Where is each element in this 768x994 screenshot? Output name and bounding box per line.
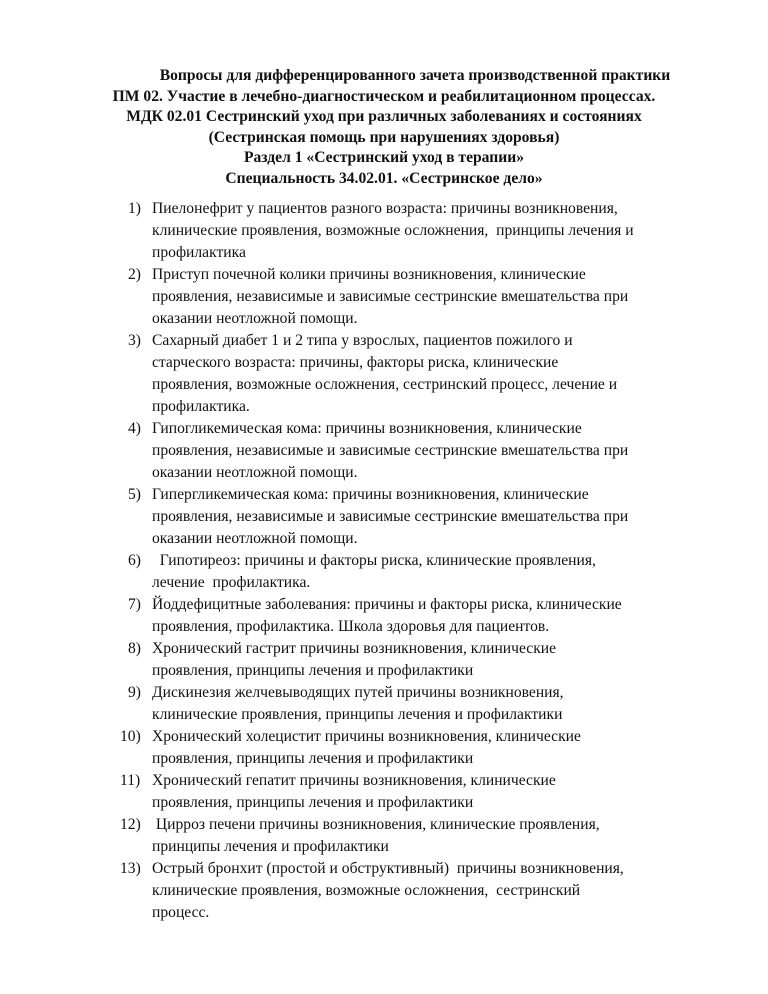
question-text-line: клинические проявления, возможные осложнения, сестринский xyxy=(152,882,581,899)
question-text-line: проявления, принципы лечения и профилактики xyxy=(152,750,474,767)
question-number: 11) xyxy=(120,772,141,789)
question-item xyxy=(120,770,728,814)
question-text-line: Дискинезия желчевыводящих путей причины возникновения, xyxy=(152,684,564,701)
question-text-line: Сахарный диабет 1 и 2 типа у взрослых, пациентов пожилого и xyxy=(152,332,573,349)
question-item xyxy=(128,594,728,638)
question-text-line: Пиелонефрит у пациентов разного возраста: причины возникновения, xyxy=(152,200,618,217)
heading-line: Специальность 34.02.01. «Сестринское дело» xyxy=(225,169,543,187)
question-text-line: Острый бронхит (простой и обструктивный) причины возникновения, xyxy=(152,860,624,877)
question-text-line: лечение профилактика. xyxy=(152,574,311,591)
question-number: 1) xyxy=(128,200,141,217)
question-item xyxy=(128,198,728,264)
question-text-line: проявления, принципы лечения и профилактики xyxy=(152,662,474,679)
question-text-line: Гипотиреоз: причины и факторы риска, клинические проявления, xyxy=(152,552,596,569)
question-text-line: старческого возраста: причины, факторы риска, клинические xyxy=(152,354,559,371)
heading-line: МДК 02.01 Сестринский уход при различных заболеваниях и состояниях xyxy=(126,108,642,125)
question-text-line: оказании неотложной помощи. xyxy=(152,464,358,481)
question-text-line: проявления, возможные осложнения, сестринский процесс, лечение и xyxy=(152,376,618,393)
question-text-line: проявления, принципы лечения и профилактики xyxy=(152,794,474,811)
question-text-line: клинические проявления, принципы лечения и профилактики xyxy=(152,706,563,723)
question-item xyxy=(120,814,728,858)
question-text-line: процесс. xyxy=(152,904,210,921)
question-text-line: Цирроз печени причины возникновения, клинические проявления, xyxy=(152,816,600,833)
question-number: 12) xyxy=(120,816,141,833)
question-number: 2) xyxy=(128,266,141,283)
question-item xyxy=(128,418,728,484)
question-item xyxy=(120,726,728,770)
question-list xyxy=(120,198,728,924)
question-text-line: Хронический холецистит причины возникновения, клинические xyxy=(152,728,581,745)
question-item xyxy=(128,484,728,550)
question-item xyxy=(120,858,728,924)
question-number: 4) xyxy=(128,420,141,437)
question-item xyxy=(128,682,728,726)
question-text-line: профилактика. xyxy=(152,398,250,415)
question-text-line: Хронический гастрит причины возникновения, клинические xyxy=(152,640,557,657)
question-text-line: Йоддефицитные заболевания: причины и факторы риска, клинические xyxy=(152,596,622,613)
heading-line: Вопросы для дифференцированного зачета производственной практики xyxy=(159,67,671,84)
question-item xyxy=(128,330,728,418)
question-item xyxy=(128,550,728,594)
heading-line: ПМ 02. Участие в лечебно-диагностическом и реабилитационном процессах. xyxy=(112,87,656,105)
question-number: 7) xyxy=(128,596,141,613)
question-text-line: оказании неотложной помощи. xyxy=(152,310,358,327)
heading-line: (Сестринская помощь при нарушениях здоровья) xyxy=(208,128,560,146)
question-text-line: проявления, независимые и зависимые сестринские вмешательства при xyxy=(152,442,629,459)
question-text-line: оказании неотложной помощи. xyxy=(152,530,358,547)
question-number: 9) xyxy=(128,684,141,701)
question-text-line: проявления, независимые и зависимые сестринские вмешательства при xyxy=(152,508,629,525)
question-number: 3) xyxy=(128,332,141,349)
question-number: 5) xyxy=(128,486,141,503)
question-number: 13) xyxy=(120,860,141,877)
heading-line: Раздел 1 «Сестринский уход в терапии» xyxy=(243,149,525,166)
question-number: 6) xyxy=(128,552,141,569)
question-item xyxy=(128,638,728,682)
question-text-line: клинические проявления, возможные осложнения, принципы лечения и xyxy=(152,222,634,239)
question-text-line: профилактика xyxy=(152,244,246,261)
document-heading xyxy=(0,66,768,189)
question-text-line: проявления, независимые и зависимые сестринские вмешательства при xyxy=(152,288,629,305)
question-item xyxy=(128,264,728,330)
question-text-line: Гипергликемическая кома: причины возникновения, клинические xyxy=(152,486,589,503)
question-text-line: Хронический гепатит причины возникновения, клинические xyxy=(152,772,556,789)
question-number: 10) xyxy=(120,728,141,745)
question-text-line: Приступ почечной колики причины возникновения, клинические xyxy=(152,266,586,283)
question-text-line: принципы лечения и профилактики xyxy=(152,838,389,855)
question-text-line: Гипогликемическая кома: причины возникновения, клинические xyxy=(152,420,582,437)
question-text-line: проявления, профилактика. Школа здоровья для пациентов. xyxy=(152,618,550,635)
question-number: 8) xyxy=(128,640,141,657)
